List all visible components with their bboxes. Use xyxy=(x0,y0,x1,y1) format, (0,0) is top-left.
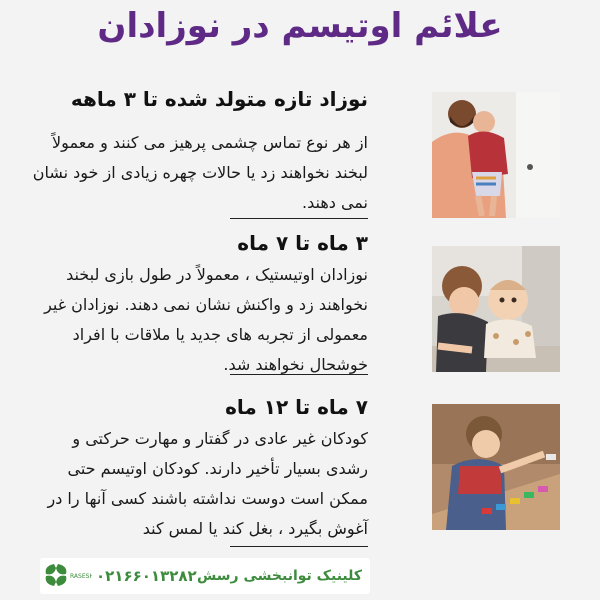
phone-number: ۰۲۱۶۶۰۱۳۲۸۲ xyxy=(96,567,197,585)
section-divider xyxy=(230,218,368,219)
section-divider xyxy=(230,546,368,547)
logo-text: RASESH xyxy=(70,573,92,580)
rasesh-logo xyxy=(40,558,92,594)
two-children-playing-photo xyxy=(432,246,560,372)
section-heading: نوزاد تازه متولد شده تا ۳ ماهه xyxy=(70,87,368,111)
father-holding-baby-photo xyxy=(432,92,560,218)
section-heading: ۳ ماه تا ۷ ماه xyxy=(237,231,368,255)
footer-bar xyxy=(40,558,370,594)
section-heading: ۷ ماه تا ۱۲ ماه xyxy=(225,395,368,419)
child-with-toy-cars-photo xyxy=(432,404,560,530)
section-body: از هر نوع تماس چشمی پرهیز می کنند و معمولاً لبخند نخواهند زد یا حالات چهره زیادی از خود نشان نمی دهند. xyxy=(32,133,368,212)
section-divider xyxy=(230,374,368,375)
section-body: نوزادان اوتیستیک ، معمولاً در طول بازی لبخند نخواهند زد و واکنش نشان نمی دهند. نوزادان غیر معمولی از تجربه های جدید یا ملاقات با افراد خوشحال نخواهند شد. xyxy=(44,265,368,374)
clinic-name: کلینیک توانبخشی رسش xyxy=(196,568,362,584)
section-body: کودکان غیر عادی در گفتار و مهارت حرکتی و رشدی بسیار تأخیر دارند. کودکان اوتیسم حتی ممکن است دوست نداشته باشند کسی آنها را در آغوش بگیرد ، بغل کند یا لمس کند xyxy=(47,429,368,538)
page-title: علائم اوتیسم در نوزادان xyxy=(97,6,503,46)
